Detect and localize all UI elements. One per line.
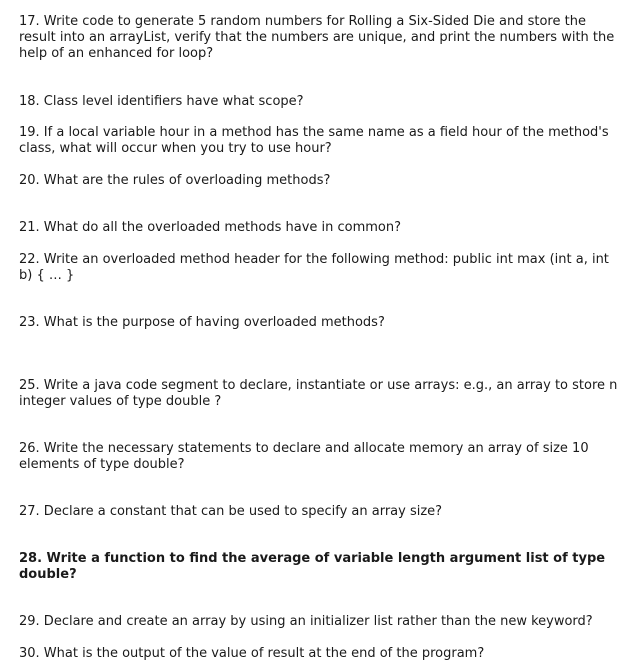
- question-17: 17. Write code to generate 5 random numbers for Rolling a Six-Sided Die and store the result into an arrayList, verify that the numbers are unique, and print the numbers with the help of an enhanced for loop?: [19, 14, 615, 61]
- question-20: 20. What are the rules of overloading methods?: [19, 173, 331, 188]
- question-23: 23. What is the purpose of having overloaded methods?: [19, 315, 385, 330]
- question-26: 26. Write the necessary statements to declare and allocate memory an array of size 10 elements of type double?: [19, 441, 589, 472]
- question-30: 30. What is the output of the value of result at the end of the program?: [19, 646, 485, 661]
- question-25: 25. Write a java code segment to declare, instantiate or use arrays: e.g., an array to store n integer values of type double ?: [19, 378, 618, 409]
- question-22: 22. Write an overloaded method header for the following method: public int max (int a, int b) { … }: [19, 252, 609, 283]
- question-29: 29. Declare and create an array by using an initializer list rather than the new keyword?: [19, 614, 593, 629]
- question-19: 19. If a local variable hour in a method has the same name as a field hour of the method's class, what will occur when you try to use hour?: [19, 125, 609, 156]
- question-18: 18. Class level identifiers have what scope?: [19, 94, 304, 109]
- question-27: 27. Declare a constant that can be used to specify an array size?: [19, 504, 443, 519]
- question-28: 28. Write a function to find the average of variable length argument list of type double?: [19, 551, 606, 582]
- question-21: 21. What do all the overloaded methods have in common?: [19, 220, 402, 235]
